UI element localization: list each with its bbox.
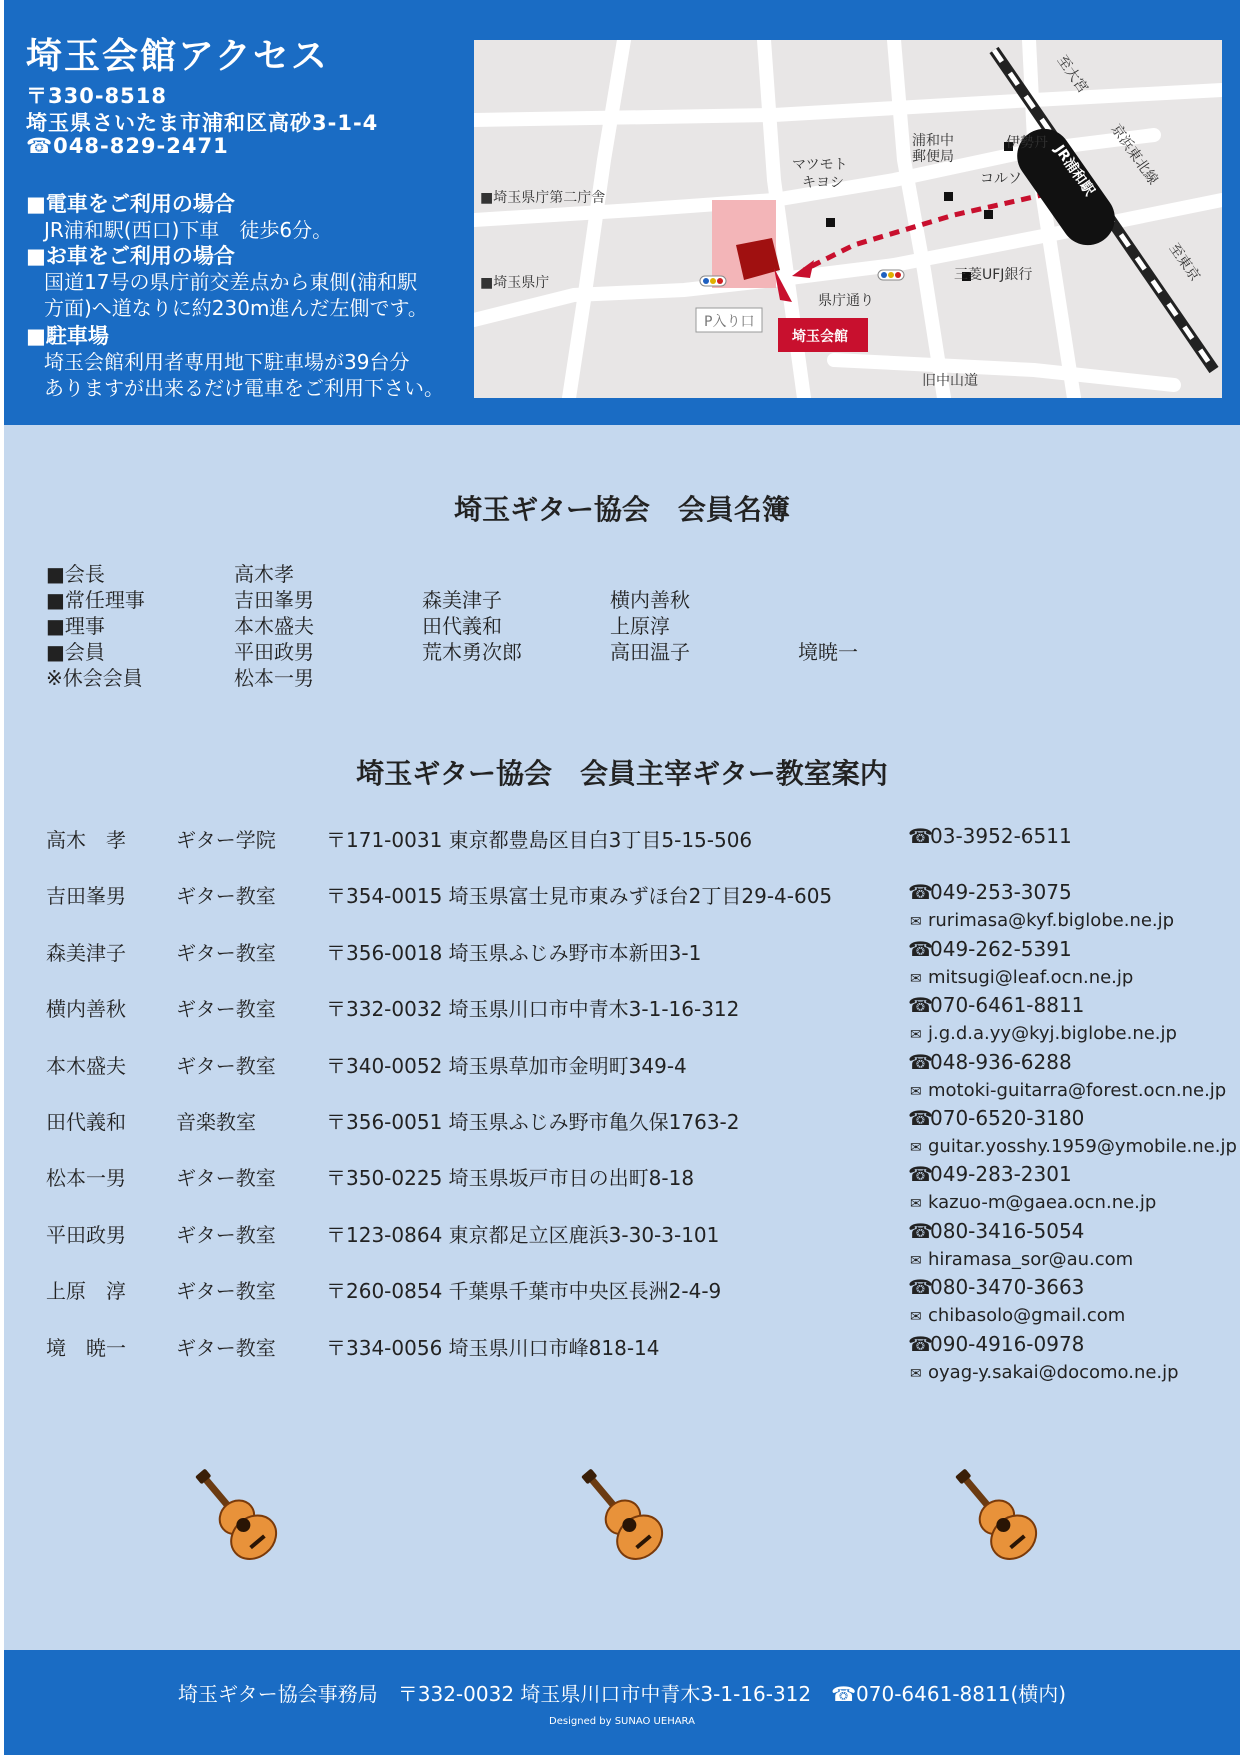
school-tel-number: 070-6520-3180 bbox=[930, 1106, 1085, 1130]
car-text-1: 国道17号の県庁前交差点から東側(浦和駅 bbox=[44, 270, 418, 294]
school-address bbox=[326, 824, 752, 853]
school-postal: 〒354-0015 bbox=[326, 884, 443, 908]
school-postal: 〒123-0864 bbox=[326, 1223, 443, 1247]
member-role: ■理事 bbox=[46, 614, 105, 638]
map-roads bbox=[474, 40, 1222, 398]
school-postal: 〒356-0051 bbox=[326, 1110, 443, 1134]
school-email[interactable] bbox=[910, 1023, 1177, 1044]
member-name: 横内善秋 bbox=[610, 588, 690, 612]
school-tel bbox=[908, 1219, 1084, 1243]
school-tel bbox=[908, 937, 1072, 961]
phone-icon: ☎ bbox=[908, 1275, 933, 1299]
member-name: 田代義和 bbox=[422, 614, 502, 638]
school-postal: 〒340-0052 bbox=[326, 1054, 443, 1078]
schools-title: 埼玉ギター協会 会員主宰ギター教室案内 bbox=[356, 757, 888, 790]
access-title: 埼玉会館アクセス bbox=[26, 36, 329, 77]
school-row bbox=[4, 993, 1240, 1049]
mail-icon: ✉ bbox=[910, 1196, 922, 1212]
school-type: ギター教室 bbox=[176, 1336, 276, 1360]
member-role: ■常任理事 bbox=[46, 588, 145, 612]
footer-designer: Designed by SUNAO UEHARA bbox=[549, 1716, 695, 1727]
school-address bbox=[326, 1275, 721, 1304]
mail-icon: ✉ bbox=[910, 1140, 922, 1156]
school-email[interactable] bbox=[910, 910, 1174, 931]
school-postal: 〒350-0225 bbox=[326, 1166, 443, 1190]
school-teacher: 横内善秋 bbox=[46, 997, 126, 1021]
member-role: ■会長 bbox=[46, 562, 105, 586]
school-row bbox=[4, 1050, 1240, 1106]
train-text: JR浦和駅(西口)下車 徒歩6分。 bbox=[44, 218, 333, 242]
school-row bbox=[4, 937, 1240, 993]
member-role: ■会員 bbox=[46, 640, 105, 664]
mail-icon: ✉ bbox=[910, 1027, 922, 1043]
school-tel bbox=[908, 1050, 1072, 1074]
guitar-icon bbox=[180, 1460, 290, 1570]
school-row bbox=[4, 1106, 1240, 1162]
school-teacher: 高木 孝 bbox=[46, 828, 126, 852]
school-email-address[interactable]: oyag-y.sakai@docomo.ne.jp bbox=[928, 1362, 1179, 1383]
school-teacher: 田代義和 bbox=[46, 1110, 126, 1134]
school-address bbox=[326, 1050, 687, 1079]
map-label-matsumoto-2: キヨシ bbox=[802, 175, 844, 191]
page bbox=[4, 0, 1240, 1755]
member-name: 境暁一 bbox=[798, 640, 858, 664]
mail-icon: ✉ bbox=[910, 1253, 922, 1269]
school-email-address[interactable]: guitar.yosshy.1959@ymobile.ne.jp bbox=[928, 1136, 1237, 1157]
map-label-toward-tokyo: 至東京 bbox=[1165, 240, 1203, 285]
school-street: 埼玉県ふじみ野市亀久保1763-2 bbox=[448, 1110, 740, 1134]
member-name: 上原淳 bbox=[610, 614, 670, 638]
mail-icon: ✉ bbox=[910, 1366, 922, 1382]
school-email[interactable] bbox=[910, 1362, 1179, 1383]
school-teacher: 上原 淳 bbox=[46, 1279, 126, 1303]
map-label-post-1: 浦和中 bbox=[912, 133, 954, 149]
school-type: ギター教室 bbox=[176, 1054, 276, 1078]
member-name: 本木盛夫 bbox=[234, 614, 314, 638]
map-label-kencho-dori: 県庁通り bbox=[818, 293, 874, 309]
member-name: 高田温子 bbox=[610, 640, 690, 664]
map-label-pref-office-2: ■埼玉県庁第二庁舎 bbox=[480, 190, 606, 206]
access-phone: ☎048-829-2471 bbox=[26, 134, 229, 158]
school-type: ギター教室 bbox=[176, 941, 276, 965]
train-heading: ■電車をご利用の場合 bbox=[26, 192, 235, 216]
map-label-isetan: 伊勢丹 bbox=[1006, 135, 1048, 151]
school-row bbox=[4, 1275, 1240, 1331]
school-tel bbox=[908, 1332, 1084, 1356]
school-tel-number: 03-3952-6511 bbox=[930, 824, 1072, 848]
map-label-toward-omiya: 至大宮 bbox=[1053, 52, 1091, 97]
phone-icon: ☎ bbox=[908, 1219, 933, 1243]
school-postal: 〒332-0032 bbox=[326, 997, 443, 1021]
school-address bbox=[326, 1332, 660, 1361]
school-address bbox=[326, 1162, 694, 1191]
school-tel bbox=[908, 993, 1084, 1017]
school-street: 東京都足立区鹿浜3-30-3-101 bbox=[448, 1223, 720, 1247]
school-tel bbox=[908, 880, 1072, 904]
school-tel-number: 090-4916-0978 bbox=[930, 1332, 1085, 1356]
school-type: ギター教室 bbox=[176, 1279, 276, 1303]
school-postal: 〒334-0056 bbox=[326, 1336, 443, 1360]
school-tel-number: 049-283-2301 bbox=[930, 1162, 1072, 1186]
parking-heading: ■駐車場 bbox=[26, 324, 109, 348]
school-row bbox=[4, 880, 1240, 936]
parking-text-2: ありますが出来るだけ電車をご利用下さい。 bbox=[44, 376, 444, 400]
school-street: 埼玉県川口市中青木3-1-16-312 bbox=[448, 997, 740, 1021]
school-type: ギター教室 bbox=[176, 1223, 276, 1247]
school-address bbox=[326, 1219, 719, 1248]
school-address bbox=[326, 880, 832, 909]
school-address bbox=[326, 937, 701, 966]
school-teacher: 松本一男 bbox=[46, 1166, 126, 1190]
school-teacher: 平田政男 bbox=[46, 1223, 126, 1247]
mail-icon: ✉ bbox=[910, 1084, 922, 1100]
school-tel bbox=[908, 824, 1072, 848]
phone-icon: ☎ bbox=[908, 1106, 933, 1130]
car-heading: ■お車をご利用の場合 bbox=[26, 244, 235, 268]
school-email[interactable] bbox=[910, 1305, 1125, 1326]
school-type: ギター教室 bbox=[176, 884, 276, 908]
mail-icon: ✉ bbox=[910, 971, 922, 987]
member-name: 高木孝 bbox=[234, 562, 294, 586]
school-type: ギター教室 bbox=[176, 1166, 276, 1190]
school-email-address[interactable]: kazuo-m@gaea.ocn.ne.jp bbox=[928, 1192, 1157, 1213]
phone-icon: ☎ bbox=[908, 993, 933, 1017]
school-postal: 〒356-0018 bbox=[326, 941, 443, 965]
phone-icon: ☎ bbox=[908, 1332, 933, 1356]
school-tel-number: 080-3470-3663 bbox=[930, 1275, 1085, 1299]
mail-icon: ✉ bbox=[910, 914, 922, 930]
school-email[interactable] bbox=[910, 1249, 1133, 1270]
access-map bbox=[474, 40, 1222, 398]
map-label-p-entrance: P入り口 bbox=[704, 314, 755, 330]
school-street: 埼玉県富士見市東みずほ台2丁目29-4-605 bbox=[448, 884, 833, 908]
school-street: 埼玉県ふじみ野市本新田3-1 bbox=[448, 941, 702, 965]
member-name: 平田政男 bbox=[234, 640, 314, 664]
school-postal: 〒171-0031 bbox=[326, 828, 443, 852]
school-row bbox=[4, 1219, 1240, 1275]
map-label-matsumoto-1: マツモト bbox=[792, 157, 848, 173]
footer bbox=[4, 1650, 1240, 1755]
school-teacher: 境 暁一 bbox=[46, 1336, 126, 1360]
guitar-icon bbox=[940, 1460, 1050, 1570]
school-email-address[interactable]: rurimasa@kyf.biglobe.ne.jp bbox=[928, 910, 1175, 931]
phone-icon: ☎ bbox=[908, 824, 933, 848]
school-teacher: 森美津子 bbox=[46, 941, 126, 965]
school-tel bbox=[908, 1162, 1072, 1186]
map-label-jr-station: JR浦和駅 bbox=[1050, 142, 1098, 199]
school-row bbox=[4, 1332, 1240, 1388]
school-row bbox=[4, 824, 1240, 880]
school-email-address[interactable]: chibasolo@gmail.com bbox=[928, 1305, 1126, 1326]
school-email[interactable] bbox=[910, 1080, 1226, 1101]
map-label-mufj: 三菱UFJ銀行 bbox=[954, 267, 1033, 283]
school-teacher: 吉田峯男 bbox=[46, 884, 126, 908]
school-tel-number: 048-936-6288 bbox=[930, 1050, 1072, 1074]
footer-office: 埼玉ギター協会事務局 〒332-0032 埼玉県川口市中青木3-1-16-312 ☎070-6461-8811(横内) bbox=[177, 1682, 1067, 1706]
school-street: 東京都豊島区目白3丁目5-15-506 bbox=[448, 828, 753, 852]
map-label-post-2: 郵便局 bbox=[912, 149, 954, 165]
parking-text-1: 埼玉会館利用者専用地下駐車場が39台分 bbox=[44, 350, 410, 374]
school-street: 埼玉県川口市峰818-14 bbox=[448, 1336, 660, 1360]
school-type: ギター教室 bbox=[176, 997, 276, 1021]
school-teacher: 本木盛夫 bbox=[46, 1054, 126, 1078]
school-tel-number: 049-262-5391 bbox=[930, 937, 1072, 961]
school-row bbox=[4, 1162, 1240, 1218]
school-email[interactable] bbox=[910, 1192, 1156, 1213]
access-address: 埼玉県さいたま市浦和区高砂3-1-4 bbox=[26, 111, 379, 135]
map-label-kaikan: 埼玉会館 bbox=[792, 329, 848, 345]
phone-icon: ☎ bbox=[908, 1162, 933, 1186]
member-role: ※休会会員 bbox=[46, 666, 143, 690]
phone-icon: ☎ bbox=[908, 937, 933, 961]
school-email-address[interactable]: mitsugi@leaf.ocn.ne.jp bbox=[928, 967, 1134, 988]
school-type: 音楽教室 bbox=[176, 1110, 256, 1134]
school-tel-number: 049-253-3075 bbox=[930, 880, 1072, 904]
school-address bbox=[326, 993, 739, 1022]
member-name: 松本一男 bbox=[234, 666, 314, 690]
car-text-2: 方面)へ道なりに約230m進んだ左側です。 bbox=[44, 296, 428, 320]
school-email-address[interactable]: motoki-guitarra@forest.ocn.ne.jp bbox=[928, 1080, 1227, 1101]
school-email[interactable] bbox=[910, 1136, 1237, 1157]
school-email[interactable] bbox=[910, 967, 1133, 988]
map-label-keihin: 京浜東北線 bbox=[1107, 121, 1161, 188]
map-label-kyu-nakasendo: 旧中山道 bbox=[922, 373, 978, 389]
member-name: 荒木勇次郎 bbox=[422, 640, 522, 664]
school-tel bbox=[908, 1275, 1084, 1299]
member-name: 吉田峯男 bbox=[234, 588, 314, 612]
map-label-pref-office: ■埼玉県庁 bbox=[480, 275, 550, 291]
phone-icon: ☎ bbox=[908, 880, 933, 904]
school-street: 千葉県千葉市中央区長洲2-4-9 bbox=[448, 1279, 722, 1303]
school-postal: 〒260-0854 bbox=[326, 1279, 443, 1303]
members-title: 埼玉ギター協会 会員名簿 bbox=[454, 493, 790, 526]
school-address bbox=[326, 1106, 740, 1135]
school-email-address[interactable]: hiramasa_sor@au.com bbox=[928, 1249, 1134, 1270]
guitar-icon bbox=[566, 1460, 676, 1570]
map-label-korun: コルソ bbox=[980, 171, 1022, 187]
school-tel-number: 080-3416-5054 bbox=[930, 1219, 1085, 1243]
mail-icon: ✉ bbox=[910, 1309, 922, 1325]
school-street: 埼玉県草加市金明町349-4 bbox=[448, 1054, 687, 1078]
school-tel-number: 070-6461-8811 bbox=[930, 993, 1085, 1017]
school-type: ギター学院 bbox=[176, 828, 276, 852]
school-street: 埼玉県坂戸市日の出町8-18 bbox=[448, 1166, 695, 1190]
school-tel bbox=[908, 1106, 1084, 1130]
phone-icon: ☎ bbox=[908, 1050, 933, 1074]
access-postal: 〒330-8518 bbox=[26, 84, 167, 108]
school-email-address[interactable]: j.g.d.a.yy@kyj.biglobe.ne.jp bbox=[928, 1023, 1177, 1044]
access-section bbox=[4, 0, 1240, 425]
member-name: 森美津子 bbox=[422, 588, 502, 612]
